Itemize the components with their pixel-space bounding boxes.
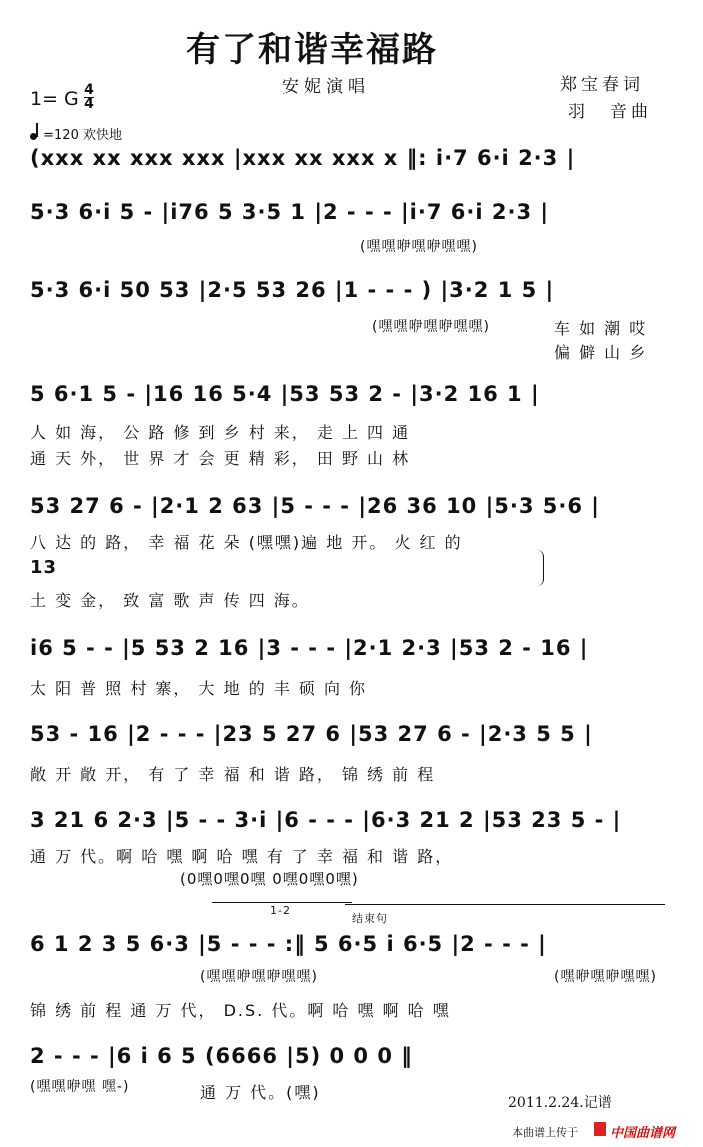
score-row-10: 2 - - - |6 i 6 5 (6666 |5) 0 0 0 ‖ bbox=[30, 1044, 413, 1068]
meter-top: 4 bbox=[84, 82, 94, 98]
score-row-8: 3 21 6 2·3 |5 - - 3·i |6 - - - |6·3 21 2 |53 23 5 - | bbox=[30, 808, 622, 832]
key-signature: 1= G bbox=[30, 88, 79, 110]
row-3-lyric-2: 偏 僻 山 乡 bbox=[554, 343, 648, 362]
site-name[interactable]: 中国曲谱网 bbox=[610, 1126, 676, 1141]
score-row-4: 5 6·1 5 - |16 16 5·4 |53 53 2 - |3·2 16 1 | bbox=[30, 382, 540, 406]
score-row-3: 5·3 6·i 50 53 |2·5 53 26 |1 - - - ) |3·2 1 5 | bbox=[30, 278, 555, 302]
row-8-annotation: (0嘿0嘿0嘿 0嘿0嘿0嘿) bbox=[180, 870, 359, 888]
quarter-note-icon bbox=[30, 133, 37, 140]
transcription-date: 2011.2.24.记谱 bbox=[508, 1095, 612, 1111]
score-row-7: 53 - 16 |2 - - - |23 5 27 6 |53 27 6 - |2·3 5 5 | bbox=[30, 722, 593, 746]
score-row-5: 53 27 6 - |2·1 2 63 |5 - - - |26 36 10 |5·3 5·6 | bbox=[30, 494, 600, 518]
composer-credit: 羽 音曲 bbox=[568, 102, 652, 122]
site-logo-icon bbox=[594, 1122, 606, 1136]
singer-credit: 安妮演唱 bbox=[282, 77, 370, 97]
time-signature bbox=[84, 84, 94, 111]
row-9-annotation-1: (嘿嘿咿嘿咿嘿嘿) bbox=[200, 969, 318, 985]
song-title: 有了和谐幸福路 bbox=[186, 30, 438, 70]
score-row-6: i6 5 - - |5 53 2 16 |3 - - - |2·1 2·3 |53 2 - 16 | bbox=[30, 636, 589, 660]
row-5-alt-notes: 13 bbox=[30, 557, 58, 578]
score-row-9: 6 1 2 3 5 6·3 |5 - - - :‖ 5 6·5 i 6·5 |2 - - - | bbox=[30, 932, 547, 956]
tempo-text: =120 欢快地 bbox=[43, 128, 122, 143]
row-9-lyric: 锦 绣 前 程 通 万 代， D.S. 代。啊 哈 嘿 啊 哈 嘿 bbox=[30, 1001, 451, 1020]
score-row-1: (xxx xx xxx xxx |xxx xx xxx x ‖: i·7 6·i 2·3 | bbox=[30, 146, 576, 170]
row-7-lyric: 敞 开 敞 开， 有 了 幸 福 和 谐 路， 锦 绣 前 程 bbox=[30, 765, 436, 784]
row-8-lyric: 通 万 代。啊 哈 嘿 啊 哈 嘿 有 了 幸 福 和 谐 路， bbox=[30, 847, 454, 866]
ending-bracket bbox=[345, 904, 665, 906]
volta-label: 1-2 bbox=[270, 904, 291, 917]
row-6-lyric: 太 阳 普 照 村 寨， 大 地 的 丰 硕 向 你 bbox=[30, 679, 368, 698]
row-4-lyric-2: 通 天 外， 世 界 才 会 更 精 彩， 田 野 山 林 bbox=[30, 449, 411, 468]
tempo-marking bbox=[30, 124, 122, 143]
row-10-annotation: (嘿嘿咿嘿 嘿-) bbox=[30, 1079, 130, 1095]
row-9-annotation-2: (嘿咿嘿咿嘿嘿) bbox=[554, 969, 657, 985]
upload-note: 本曲谱上传于 bbox=[512, 1126, 578, 1139]
row-5-lyric-2: 土 变 金， 致 富 歌 声 传 四 海。 bbox=[30, 591, 310, 610]
row-2-annotation: (嘿嘿咿嘿咿嘿嘿) bbox=[360, 239, 478, 255]
score-row-2: 5·3 6·i 5 - |i76 5 3·5 1 |2 - - - |i·7 6·i 2·3 | bbox=[30, 200, 550, 224]
lyricist-credit: 郑宝春词 bbox=[560, 75, 644, 95]
row-3-annotation: (嘿嘿咿嘿咿嘿嘿) bbox=[372, 319, 490, 335]
meter-bottom: 4 bbox=[84, 96, 94, 112]
row-3-lyric-1: 车 如 潮 哎 bbox=[554, 319, 648, 338]
row-5-lyric-1: 八 达 的 路， 幸 福 花 朵 (嘿嘿)遍 地 开。 火 红 的 bbox=[30, 533, 463, 552]
verse-brace bbox=[537, 550, 544, 586]
row-10-lyric: 通 万 代。(嘿) bbox=[200, 1083, 321, 1102]
row-4-lyric-1: 人 如 海， 公 路 修 到 乡 村 来， 走 上 四 通 bbox=[30, 423, 411, 442]
ending-label: 结束句 bbox=[352, 912, 388, 925]
